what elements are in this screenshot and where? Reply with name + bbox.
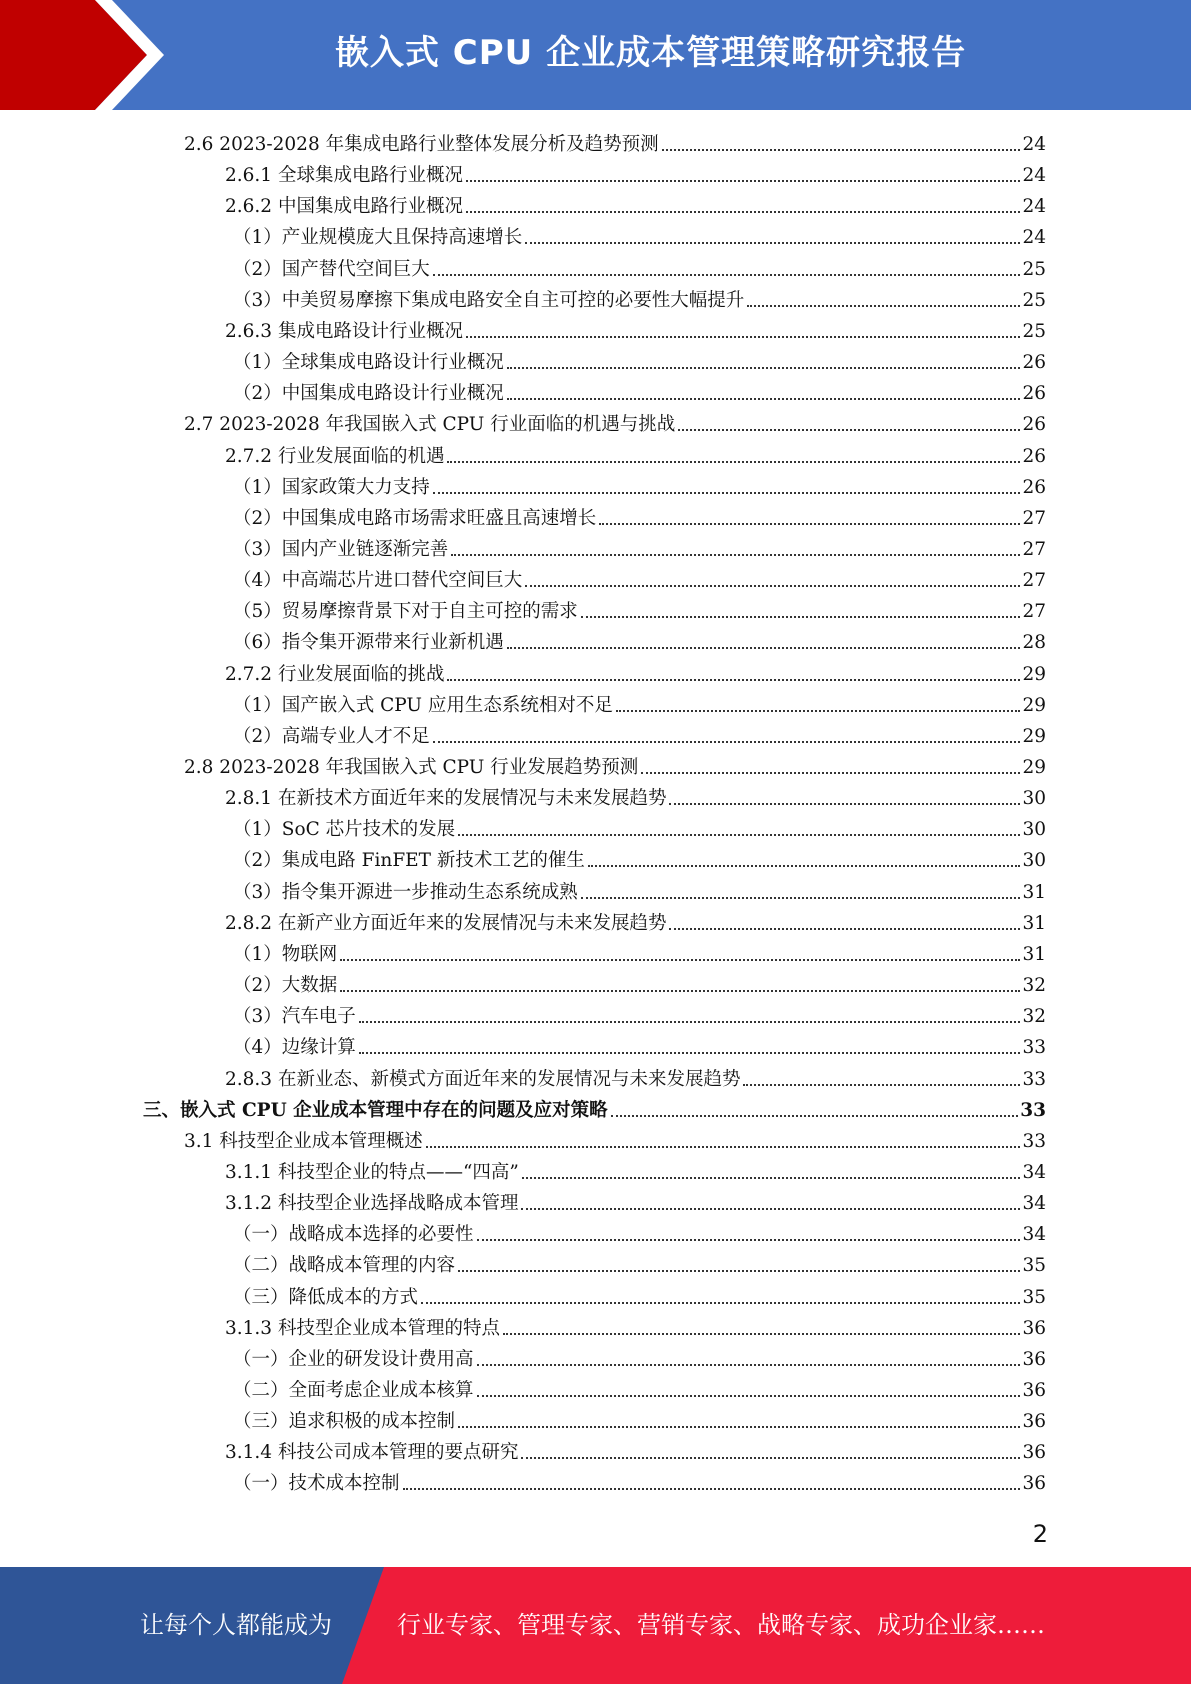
- footer-slogan-lead: 让每个人都能成为: [140, 1611, 332, 1639]
- toc-entry-title: （2）中国集成电路市场需求旺盛且高速增长: [233, 507, 597, 529]
- toc-entry-page: 35: [1022, 1255, 1046, 1277]
- toc-entry-page: 32: [1022, 975, 1046, 997]
- toc-entry-page: 36: [1022, 1473, 1046, 1495]
- toc-entry[interactable]: [233, 624, 1046, 655]
- toc-entry-page: 34: [1022, 1224, 1046, 1246]
- toc-dot-leader: [507, 647, 1021, 649]
- toc-entry-title: （二）战略成本管理的内容: [233, 1255, 456, 1277]
- toc-dot-leader: [421, 1302, 1020, 1304]
- toc-dot-leader: [616, 710, 1021, 712]
- toc-entry-title: （三）降低成本的方式: [233, 1286, 419, 1308]
- toc-entry[interactable]: [233, 1216, 1046, 1247]
- toc-entry-title: （3）指令集开源进一步推动生态系统成熟: [233, 881, 578, 903]
- toc-entry[interactable]: [233, 593, 1046, 624]
- toc-dot-leader: [522, 1177, 1021, 1179]
- toc-entry-title: （2）大数据: [233, 975, 338, 997]
- toc-entry-page: 36: [1022, 1442, 1046, 1464]
- toc-entry[interactable]: [233, 562, 1046, 593]
- page-footer: [0, 1567, 1191, 1684]
- toc-entry-title: 3.1.1 科技型企业的特点——“四高”: [225, 1161, 519, 1183]
- toc-entry[interactable]: [233, 967, 1046, 998]
- toc-dot-leader: [477, 1239, 1021, 1241]
- toc-dot-leader: [477, 1395, 1021, 1397]
- toc-entry-page: 29: [1022, 725, 1046, 747]
- toc-dot-leader: [599, 523, 1020, 525]
- toc-dot-leader: [359, 1052, 1021, 1054]
- toc-entry[interactable]: [233, 1372, 1046, 1403]
- toc-entry[interactable]: [225, 188, 1046, 219]
- toc-entry[interactable]: [225, 780, 1046, 811]
- toc-entry[interactable]: [233, 1403, 1046, 1434]
- toc-entry[interactable]: [233, 500, 1046, 531]
- page-number: 2: [1032, 1520, 1048, 1548]
- toc-entry-page: 35: [1022, 1286, 1046, 1308]
- toc-dot-leader: [669, 803, 1020, 805]
- toc-entry-title: 2.7 2023-2028 年我国嵌入式 CPU 行业面临的机遇与挑战: [184, 414, 676, 436]
- toc-entry[interactable]: [233, 375, 1046, 406]
- toc-entry[interactable]: [233, 1247, 1046, 1278]
- toc-entry-page: 30: [1022, 788, 1046, 810]
- toc-entry-page: 31: [1022, 912, 1046, 934]
- toc-entry[interactable]: [233, 251, 1046, 282]
- toc-entry-title: （一）企业的研发设计费用高: [233, 1348, 474, 1370]
- toc-entry-page: 33: [1022, 1037, 1046, 1059]
- toc-entry[interactable]: [184, 1123, 1046, 1154]
- toc-entry-title: （1）国产嵌入式 CPU 应用生态系统相对不足: [233, 694, 613, 716]
- toc-entry-title: （1）SoC 芯片技术的发展: [233, 819, 456, 841]
- toc-entry-title: （5）贸易摩擦背景下对于自主可控的需求: [233, 601, 578, 623]
- toc-dot-leader: [466, 211, 1020, 213]
- toc-dot-leader: [743, 1084, 1020, 1086]
- toc-entry-title: （三）追求积极的成本控制: [233, 1411, 456, 1433]
- toc-entry[interactable]: [225, 1434, 1046, 1465]
- report-title: 嵌入式 CPU 企业成本管理策略研究报告: [334, 33, 967, 73]
- toc-dot-leader: [466, 336, 1020, 338]
- toc-entry-page: 30: [1022, 850, 1046, 872]
- toc-dot-leader: [458, 1426, 1020, 1428]
- toc-entry[interactable]: [233, 998, 1046, 1029]
- toc-dot-leader: [433, 492, 1021, 494]
- toc-entry-page: 32: [1022, 1006, 1046, 1028]
- toc-entry-title: 2.7.2 行业发展面临的挑战: [225, 663, 445, 685]
- toc-entry-page: 29: [1022, 663, 1046, 685]
- toc-entry-title: （一）技术成本控制: [233, 1473, 400, 1495]
- toc-entry-title: 2.8 2023-2028 年我国嵌入式 CPU 行业发展趋势预测: [184, 757, 639, 778]
- toc-dot-leader: [581, 616, 1021, 618]
- toc-entry-page: 33: [1022, 1068, 1046, 1090]
- toc-entry-page: 36: [1022, 1317, 1046, 1339]
- toc-entry-page: 29: [1022, 757, 1046, 778]
- toc-entry-page: 36: [1022, 1348, 1046, 1370]
- toc-dot-leader: [678, 429, 1020, 431]
- toc-entry-page: 26: [1022, 383, 1046, 405]
- toc-entry[interactable]: [233, 874, 1046, 905]
- toc-entry-title: 三、嵌入式 CPU 企业成本管理中存在的问题及应对策略: [143, 1099, 608, 1121]
- toc-dot-leader: [662, 149, 1021, 151]
- toc-entry-page: 33: [1022, 1130, 1046, 1152]
- toc-entry-page: 27: [1022, 570, 1046, 592]
- toc-entry-page: 36: [1022, 1380, 1046, 1401]
- toc-entry[interactable]: [233, 936, 1046, 967]
- toc-entry[interactable]: [184, 749, 1046, 780]
- footer-slogan-roles: 行业专家、管理专家、营销专家、战略专家、成功企业家……: [397, 1611, 1045, 1639]
- page-header: [0, 0, 1191, 110]
- toc-entry-title: （3）中美贸易摩擦下集成电路安全自主可控的必要性大幅提升: [233, 289, 745, 311]
- toc-entry-page: 27: [1022, 601, 1046, 623]
- toc-entry-title: 3.1.2 科技型企业选择战略成本管理: [225, 1193, 519, 1215]
- toc-entry-page: 29: [1022, 694, 1046, 716]
- toc-entry-page: 34: [1022, 1193, 1046, 1215]
- toc-dot-leader: [340, 990, 1020, 992]
- toc-entry-title: （6）指令集开源带来行业新机遇: [233, 632, 504, 654]
- toc-entry-page: 27: [1022, 507, 1046, 529]
- toc-entry-page: 24: [1022, 227, 1046, 249]
- toc-dot-leader: [611, 1115, 1019, 1117]
- toc-entry-page: 34: [1022, 1161, 1046, 1183]
- toc-entry-title: （二）全面考虑企业成本核算: [233, 1380, 474, 1401]
- toc-entry-title: （4）边缘计算: [233, 1037, 356, 1059]
- toc-entry-title: （3）汽车电子: [233, 1006, 356, 1028]
- toc-entry[interactable]: [233, 1279, 1046, 1310]
- toc-entry[interactable]: [225, 438, 1046, 469]
- toc-entry-title: 2.6.1 全球集成电路行业概况: [225, 165, 463, 187]
- toc-entry-title: （2）中国集成电路设计行业概况: [233, 383, 504, 405]
- toc-entry-title: 2.6 2023-2028 年集成电路行业整体发展分析及趋势预测: [184, 134, 659, 155]
- toc-entry-page: 24: [1022, 165, 1046, 187]
- toc-entry-page: 25: [1022, 320, 1046, 342]
- toc-dot-leader: [458, 834, 1020, 836]
- toc-entry[interactable]: [233, 1341, 1046, 1372]
- toc-entry[interactable]: [233, 811, 1046, 842]
- toc-entry[interactable]: [233, 1029, 1046, 1060]
- toc-entry-title: 2.8.2 在新产业方面近年来的发展情况与未来发展趋势: [225, 912, 667, 934]
- toc-entry-page: 24: [1022, 196, 1046, 218]
- toc-dot-leader: [447, 461, 1020, 463]
- toc-dot-leader: [521, 1457, 1020, 1459]
- toc-entry[interactable]: [233, 531, 1046, 562]
- toc-entry[interactable]: [233, 282, 1046, 313]
- toc-dot-leader: [507, 367, 1021, 369]
- toc-entry-title: （1）国家政策大力支持: [233, 476, 430, 498]
- toc-dot-leader: [359, 1021, 1021, 1023]
- toc-entry[interactable]: [225, 656, 1046, 687]
- toc-entry-page: 26: [1022, 414, 1046, 436]
- toc-dot-leader: [588, 865, 1021, 867]
- toc-entry-page: 25: [1022, 258, 1046, 280]
- toc-entry-title: 3.1.4 科技公司成本管理的要点研究: [225, 1442, 519, 1464]
- toc-entry-title: （2）集成电路 FinFET 新技术工艺的催生: [233, 850, 585, 872]
- toc-entry[interactable]: [233, 842, 1046, 873]
- toc-entry-title: 3.1.3 科技型企业成本管理的特点: [225, 1317, 500, 1339]
- toc-entry[interactable]: [233, 219, 1046, 250]
- toc-dot-leader: [403, 1488, 1021, 1490]
- toc-entry-page: 31: [1022, 881, 1046, 903]
- toc-entry-page: 26: [1022, 476, 1046, 498]
- toc-dot-leader: [451, 554, 1020, 556]
- toc-entry[interactable]: [184, 126, 1046, 157]
- toc-entry-title: 2.8.3 在新业态、新模式方面近年来的发展情况与未来发展趋势: [225, 1068, 741, 1090]
- toc-entry[interactable]: [225, 905, 1046, 936]
- toc-dot-leader: [641, 772, 1020, 774]
- toc-entry-title: （3）国内产业链逐渐完善: [233, 538, 449, 560]
- toc-entry[interactable]: [233, 718, 1046, 749]
- toc-entry[interactable]: [233, 687, 1046, 718]
- toc-dot-leader: [447, 679, 1020, 681]
- toc-dot-leader: [669, 928, 1020, 930]
- toc-entry[interactable]: [225, 1185, 1046, 1216]
- toc-entry-page: 33: [1020, 1099, 1046, 1121]
- toc-dot-leader: [503, 1333, 1020, 1335]
- toc-dot-leader: [581, 897, 1021, 899]
- toc-entry-title: 2.6.2 中国集成电路行业概况: [225, 196, 463, 218]
- toc-dot-leader: [507, 398, 1021, 400]
- toc-entry[interactable]: [225, 313, 1046, 344]
- toc-entry-title: （4）中高端芯片进口替代空间巨大: [233, 570, 523, 592]
- toc-entry-title: （1）产业规模庞大且保持高速增长: [233, 227, 523, 249]
- toc-entry-page: 27: [1022, 538, 1046, 560]
- toc-entry-title: 3.1 科技型企业成本管理概述: [184, 1130, 423, 1152]
- toc-dot-leader: [525, 585, 1020, 587]
- toc-entry[interactable]: [225, 1061, 1046, 1092]
- toc-entry-title: （1）物联网: [233, 943, 338, 965]
- toc-entry[interactable]: [233, 1465, 1046, 1496]
- toc-entry[interactable]: [233, 344, 1046, 375]
- toc-entry-title: （1）全球集成电路设计行业概况: [233, 352, 504, 374]
- toc-dot-leader: [340, 959, 1020, 961]
- toc-entry[interactable]: [184, 406, 1046, 437]
- toc-dot-leader: [458, 1270, 1020, 1272]
- toc-dot-leader: [521, 1208, 1020, 1210]
- toc-entry[interactable]: [225, 157, 1046, 188]
- toc-dot-leader: [477, 1364, 1021, 1366]
- toc-entry-page: 24: [1022, 134, 1046, 155]
- toc-entry-page: 28: [1022, 632, 1046, 654]
- toc-entry[interactable]: [233, 469, 1046, 500]
- toc-entry-page: 36: [1022, 1411, 1046, 1433]
- toc-dot-leader: [466, 180, 1020, 182]
- toc-entry-title: 2.6.3 集成电路设计行业概况: [225, 320, 463, 342]
- toc-entry[interactable]: [143, 1092, 1046, 1123]
- toc-entry-page: 25: [1022, 289, 1046, 311]
- toc-entry-page: 30: [1022, 819, 1046, 841]
- toc-dot-leader: [433, 274, 1021, 276]
- toc-entry-title: （2）国产替代空间巨大: [233, 258, 430, 280]
- toc-dot-leader: [525, 242, 1020, 244]
- toc-dot-leader: [747, 305, 1020, 307]
- toc-entry-title: 2.8.1 在新技术方面近年来的发展情况与未来发展趋势: [225, 788, 667, 810]
- toc-entry-page: 26: [1022, 352, 1046, 374]
- toc-entry[interactable]: [225, 1310, 1046, 1341]
- toc-entry-page: 26: [1022, 445, 1046, 467]
- toc-dot-leader: [426, 1146, 1021, 1148]
- toc-entry[interactable]: [225, 1154, 1046, 1185]
- toc-dot-leader: [433, 741, 1021, 743]
- toc-entry-title: （一）战略成本选择的必要性: [233, 1224, 474, 1246]
- toc-entry-title: 2.7.2 行业发展面临的机遇: [225, 445, 445, 467]
- toc-entry-page: 31: [1022, 943, 1046, 965]
- toc-entry-title: （2）高端专业人才不足: [233, 725, 430, 747]
